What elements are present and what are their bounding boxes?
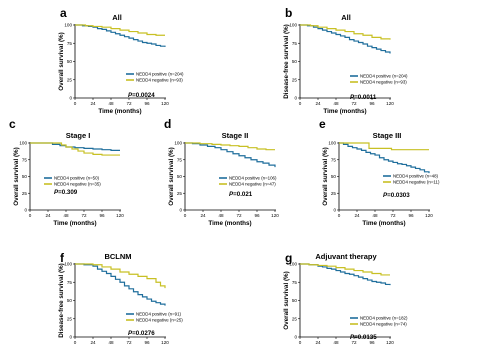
p-value: P=0.0011 xyxy=(350,94,377,101)
panel-letter: f xyxy=(60,251,64,265)
legend-entry: NEDD4 negative (n=93) xyxy=(360,79,407,85)
y-tick-label: 0 xyxy=(294,95,297,101)
y-tick-label: 25 xyxy=(66,77,72,83)
y-tick-label: 50 xyxy=(291,298,297,304)
legend-entry: NEDD4 positive (n=50) xyxy=(54,175,100,181)
x-tick-label: 96 xyxy=(144,340,150,345)
y-tick-label: 50 xyxy=(66,298,72,304)
y-tick-label: 75 xyxy=(291,279,297,285)
y-tick-label: 25 xyxy=(330,190,336,196)
x-tick-label: 72 xyxy=(236,213,242,218)
series-line-positive xyxy=(300,25,390,53)
panel-title: All xyxy=(341,13,351,22)
y-tick-label: 75 xyxy=(291,40,297,46)
x-tick-label: 24 xyxy=(90,101,96,106)
legend-entry: NEDD4 negative (n=93) xyxy=(136,77,183,83)
x-tick-label: 0 xyxy=(73,340,77,345)
x-tick-label: 48 xyxy=(218,213,224,218)
x-tick-label: 120 xyxy=(116,213,124,218)
y-tick-label: 75 xyxy=(176,157,182,163)
y-tick-label: 0 xyxy=(294,334,297,340)
x-tick-label: 96 xyxy=(408,213,414,218)
series-line-positive xyxy=(185,143,275,167)
x-tick-label: 0 xyxy=(73,101,77,106)
legend-entry: NEDD4 positive (n=182) xyxy=(360,315,408,321)
y-tick-label: 50 xyxy=(66,59,72,65)
y-tick-label: 100 xyxy=(174,140,182,146)
y-axis-label: Overall survival (%) xyxy=(283,271,290,330)
panel-letter: a xyxy=(60,6,67,20)
x-tick-label: 120 xyxy=(161,101,169,106)
x-tick-label: 96 xyxy=(144,101,150,106)
y-tick-label: 100 xyxy=(64,261,72,267)
x-tick-label: 72 xyxy=(126,101,132,106)
x-axis-label: Time (months) xyxy=(98,108,142,115)
y-axis-label: Overall survival (%) xyxy=(13,147,20,206)
legend-entry: NEDD4 positive (n=106) xyxy=(229,175,277,181)
x-tick-label: 24 xyxy=(45,213,51,218)
p-value: P=0.021 xyxy=(229,191,253,198)
x-tick-label: 48 xyxy=(333,340,339,345)
y-tick-label: 25 xyxy=(291,316,297,322)
x-tick-label: 48 xyxy=(108,340,114,345)
y-tick-label: 75 xyxy=(21,157,27,163)
y-axis-label: Overall survival (%) xyxy=(322,147,329,206)
panel-title: Adjuvant therapy xyxy=(315,252,377,261)
x-tick-label: 0 xyxy=(298,340,302,345)
series-line-positive xyxy=(339,143,429,173)
x-axis-label: Time (months) xyxy=(362,220,406,227)
legend-entry: NEDD4 positive (n=204) xyxy=(360,73,408,79)
x-tick-label: 24 xyxy=(315,101,321,106)
y-tick-label: 25 xyxy=(21,190,27,196)
x-tick-label: 96 xyxy=(254,213,260,218)
y-axis-label: Overall survival (%) xyxy=(168,147,175,206)
legend-entry: NEDD4 negative (n=11) xyxy=(393,179,440,185)
y-axis-label: Overall survival (%) xyxy=(58,32,65,91)
legend-entry: NEDD4 negative (n=35) xyxy=(54,181,101,187)
y-tick-label: 100 xyxy=(19,140,27,146)
p-value: P=0.0135 xyxy=(350,334,377,341)
y-tick-label: 50 xyxy=(291,59,297,65)
y-tick-label: 100 xyxy=(328,140,336,146)
x-tick-label: 72 xyxy=(390,213,396,218)
y-axis-label: Disease-free survival (%) xyxy=(58,263,65,338)
x-tick-label: 48 xyxy=(372,213,378,218)
panel-c xyxy=(9,117,124,227)
y-tick-label: 75 xyxy=(66,40,72,46)
y-tick-label: 50 xyxy=(21,174,27,180)
y-tick-label: 100 xyxy=(289,261,297,267)
x-tick-label: 96 xyxy=(369,340,375,345)
y-tick-label: 75 xyxy=(66,279,72,285)
y-tick-label: 50 xyxy=(176,174,182,180)
legend-entry: NEDD4 negative (n=74) xyxy=(360,321,407,327)
x-tick-label: 24 xyxy=(200,213,206,218)
y-tick-label: 75 xyxy=(330,157,336,163)
legend-entry: NEDD4 positive (n=204) xyxy=(136,71,184,77)
y-tick-label: 25 xyxy=(291,77,297,83)
x-tick-label: 0 xyxy=(28,213,32,218)
p-value: P=0.0024 xyxy=(128,92,155,99)
x-tick-label: 120 xyxy=(161,340,169,345)
x-tick-label: 120 xyxy=(271,213,279,218)
x-tick-label: 24 xyxy=(90,340,96,345)
y-tick-label: 25 xyxy=(176,190,182,196)
p-value: P=0.0276 xyxy=(128,330,155,337)
panel-g xyxy=(283,251,408,346)
panel-letter: b xyxy=(285,6,293,20)
y-tick-label: 0 xyxy=(333,207,336,213)
panel-letter: c xyxy=(9,117,16,131)
y-tick-label: 100 xyxy=(64,22,72,28)
panel-f xyxy=(58,251,183,346)
x-tick-label: 24 xyxy=(354,213,360,218)
x-tick-label: 0 xyxy=(183,213,187,218)
panel-title: Stage III xyxy=(372,131,402,140)
x-tick-label: 48 xyxy=(333,101,339,106)
series-line-negative xyxy=(75,264,165,288)
x-tick-label: 120 xyxy=(386,340,394,345)
panel-title: All xyxy=(112,13,122,22)
x-tick-label: 72 xyxy=(351,101,357,106)
x-tick-label: 24 xyxy=(315,340,321,345)
p-value: P=0.309 xyxy=(54,189,78,196)
series-line-negative xyxy=(30,143,120,155)
y-tick-label: 0 xyxy=(69,95,72,101)
y-tick-label: 0 xyxy=(69,334,72,340)
x-tick-label: 48 xyxy=(108,101,114,106)
x-tick-label: 0 xyxy=(298,101,302,106)
p-value: P=0.0303 xyxy=(383,192,410,199)
panel-d xyxy=(164,117,279,227)
legend-entry: NEDD4 negative (n=25) xyxy=(136,317,183,323)
x-tick-label: 120 xyxy=(386,101,394,106)
legend-entry: NEDD4 negative (n=47) xyxy=(229,181,276,187)
x-tick-label: 72 xyxy=(126,340,132,345)
panel-e xyxy=(319,117,440,227)
x-axis-label: Time (months) xyxy=(208,220,252,227)
y-tick-label: 25 xyxy=(66,316,72,322)
x-tick-label: 72 xyxy=(351,340,357,345)
legend-entry: NEDD4 positive (n=48) xyxy=(393,173,439,179)
x-tick-label: 120 xyxy=(425,213,433,218)
panel-letter: d xyxy=(164,117,172,131)
panel-letter: g xyxy=(285,251,293,265)
panel-letter: e xyxy=(319,117,326,131)
panel-b xyxy=(283,6,408,115)
x-tick-label: 96 xyxy=(369,101,375,106)
x-tick-label: 48 xyxy=(63,213,69,218)
x-tick-label: 0 xyxy=(337,213,341,218)
panel-a xyxy=(58,6,184,115)
y-tick-label: 100 xyxy=(289,22,297,28)
panel-title: BCLNM xyxy=(104,252,132,261)
x-tick-label: 96 xyxy=(99,213,105,218)
panel-title: Stage I xyxy=(65,131,91,140)
y-tick-label: 50 xyxy=(330,174,336,180)
y-tick-label: 0 xyxy=(24,207,27,213)
x-axis-label: Time (months) xyxy=(53,220,97,227)
x-tick-label: 72 xyxy=(81,213,87,218)
x-axis-label: Time (months) xyxy=(323,108,367,115)
panel-title: Stage II xyxy=(221,131,249,140)
legend-entry: NEDD4 positive (n=91) xyxy=(136,311,182,317)
y-axis-label: Disease-free survival (%) xyxy=(283,24,290,99)
y-tick-label: 0 xyxy=(179,207,182,213)
